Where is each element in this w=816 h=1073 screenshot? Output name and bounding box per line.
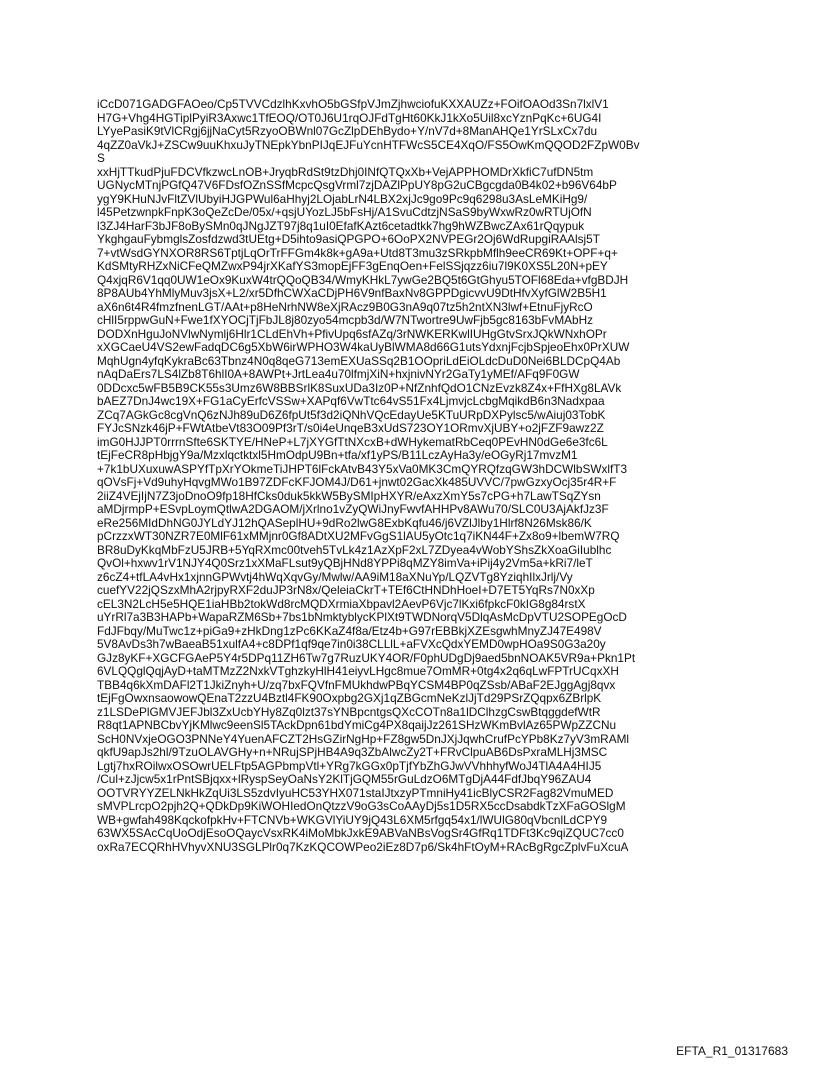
encoded-text-line: bAEZ7DnJ4wc19X+FG1aCyErfcVSSw+XAPqf6VwTtc64vS51Fx4LjmvjcLcbgMqikdB6n3Nadxpaa	[97, 394, 605, 408]
encoded-text-line: cHlI5rppwGuN+Fwe1fXYOCjTjFbJL8j80zyo54mcpb3d/W7NTwortre9UwFjb5gc8163bFvMAbHz	[97, 313, 593, 327]
encoded-text-line: z6cZ4+tfLA4vHx1xjnnGPWvtj4hWqXqvGy/Mwlw/AA9iM18aXNuYp/LQZVTg8YziqhIlxJrlj/Vy	[97, 569, 573, 584]
encoded-text-line: QvOl+hxwv1rV1NJY4Q0Srz1xXMaFLsut9yQBjHNd8YPPi8qMZY8imVa+iPij4y2Vm5a+kRi7/leT	[97, 556, 593, 570]
encoded-text-line: 0DDcxc5wFB5B9CK55s3Umz6W8BBSrlK8SuxUDa3Iz0P+NfZnhfQdO1CNzEvzk8Z4x+FfHXg8LAVk	[97, 380, 622, 395]
encoded-text-line: TBB4q6kXmDAFl2T1JkiZnyh+U/zq7bxFQVfnFMUkhdwPBqYCSM4BP0qZSsb/ABaF2EJggAgj8qvx	[97, 677, 616, 692]
encoded-text-line: oxRa7ECQRhHVhyvXNU3SGLPlr0q7KzKQCOWPeo2iEz8D7p6/Sk4hFtOyM+RAcBgRgcZplvFuXcuA	[97, 839, 629, 854]
encoded-text-line: uYrRl7a3B3HAPb+WapaRZM6Sb+7bs1bNmktyblycKPlXt9TWDNorqV5DlqAsMcDpVTU2SOPEgOcD	[97, 610, 627, 624]
encoded-text-line: BR8uDyKkqMbFzU5JRB+5YqRXmc00tveh5TvLk4z1AzXpF2xL7ZDyea4vWobYShsZkXoaGiIublhc	[97, 542, 612, 557]
encoded-text-line: tEjFgOwxnsaowowQEnaT2zzU4Bztl4FK90Oxpbg2GXj1qZBGcmNeKzlJjTd29PSrZQqpx6ZBrlpK	[97, 691, 602, 705]
encoded-text-line: pCrzzxWT30NZR7E0MlF61xMMjnr0Gf8ADtXU2MFvGgS1lAU5yOtc1q7iKN44F+Zx8o9+lbemW7RQ	[97, 529, 620, 543]
encoded-text-line: l45PetzwnpkFnpK3oQeZcDe/05x/+qsjUYozLJ5bFsHj/A1SvuCdtzjNSaS9byWxwRz0wRTUjOfN	[97, 205, 592, 219]
encoded-text-line: xxHjTTkudPjuFDCVfkzwcLnOB+JryqbRdSt9tzDhj0INfQTQxXb+VejAPPHOMDrXkfiC7ufDN5tm	[97, 164, 594, 179]
encoded-text-line: UGNycMTnjPGfQ47V6FDsfOZnSSfMcpcQsgVrml7zjDAZlPpUY8pG2uCBgcgda0B4k02+b96V64bP	[97, 178, 617, 192]
encoded-text-line: ScH0NVxjeOGO3PNNeY4YuenAFCZT2HsGZirNgHp+FZ8gw5DnJXjJqwhCrufPcYPb8Kz7yV3mRAMl	[97, 731, 630, 746]
encoded-text-line: R8qt1APNBCbvYjKMlwc9eenSl5TAckDpn61bdYmiCg4PX8qaijJz261SHzWKmBvlAz65PWpZZCNu	[97, 718, 617, 732]
encoded-text-line: 63WX5SAcCqUoOdjEsoOQaycVsxRK4iMoMbkJxkE9ABVaNBsVogSr4GfRq1TDFt3Kc9qiZQUC7cc0	[97, 826, 624, 840]
encoded-text-line: qkfU9apJs2hl/9TzuOLAVGHy+n+NRujSPjHB4A9q3ZbAlwcZy2T+FRvClpuAB6DsPxraMLHj3MSC	[97, 745, 608, 759]
encoded-text-line: z1LSDePlGMVJEFJbl3ZxUcbYHy8Zq0lzt37sYNBpcntgsQXcCOTn8a1lDClhzgCswBtqggdefWtR	[97, 704, 601, 719]
encoded-text-line: FdJFbqy/MuTwc1z+piGa9+zHkDng1zPc6KKaZ4f8a/Etz4b+G97rEBBkjXZEsgwhMnyZJ47E498V	[97, 623, 602, 638]
bates-number: EFTA_R1_01317683	[676, 1044, 788, 1058]
encoded-text-line: xXGCaeU4VS2ewFadqDC6g5XbW6irWPHO3W4kaUyBlWMA8d66G1utsYdxnjFcjbSpjeoEhx0PrXUW	[97, 340, 630, 354]
encoded-text-line: 4qZZ0aVkJ+ZSCw9uuKhxuJyTNEpkYbnPIJqEJFuYcnHTFWcS5CE4XqO/FS5OwKmQQOD2FZpW0Bv	[97, 137, 640, 152]
encoded-text-line: sMVPLrcpO2pjh2Q+QDkDp9KiWOHIedOnQtzzV9oG3sCoAAyDj5s1D5RX5ccDsabdkTzXFaGOSlgM	[97, 799, 626, 813]
encoded-text-line: nAqDaErs7LS4lZb8T6hlI0A+8AWPt+JrtLea4u70lfmjXiN+hxjnivNYr2GaTy1yMEf/AFq9F0GW	[97, 367, 580, 381]
encoded-text-line: imG0HJJPT0rrrnSfte6SKTYE/HNeP+L7jXYGfTtNXcxB+dWHykematRbCeq0PEvHN0dGe6e3fc6L	[97, 434, 608, 449]
encoded-text-line: FYJcSNzk46jP+FWtAtbeVt83O09Pf3rT/s0i4eUnqeB3xUdS723OY1ORmvXjUBY+o2jFZF9awz2Z	[97, 421, 604, 435]
encoded-text-line: +7k1bUXuxuwASPYfTpXrYOkmeTiJHPT6lFckAtvB43Y5xVa0MK3CmQYRQfzqGW3hDCWlbSWxlfT3	[97, 461, 628, 476]
encoded-text-line: 2iiZ4VEjIjN7Z3joDnoO9fp18HfCks0duk5kkW5BySMIpHXYR/eAxzXmY5s7cPG+h7LawTSqZYsn	[97, 488, 601, 503]
encoded-text-line: cEL3N2LcH5e5HQE1iaHBb2tokWd8rcMQDXrmiaXbpavl2AevP6Vjc7lKxi6fpkcF0kIG8g84rstX	[97, 596, 586, 611]
encoded-text-line: OOTVRYYZELNkHkZqUi3LS5zdvIyuHC53YHX071staIJtxzyPTmniHy41icBlyCSR2Fag82VmuMED	[97, 785, 614, 800]
encoded-text-line: tEjFeCR8pHbjgY9a/Mzxlqctktxl5HmOdpU9Bn+tfa/xf1yPS/B11LczAyHa3y/eOGyRj17mvzM1	[97, 448, 578, 462]
encoded-text-line: Q4xjqR6V1qq0UW1eOx9KuxW4trQQoQB34/WmyKHkL7ywGe2BQ5t6GtGhyu5TOFl68Eda+vfgBDJH	[97, 272, 629, 287]
encoded-text-line: WB+gwfah498KqckofpkHv+FTCNVb+WKGVlYiUY9jQ43L6XM5rfgq54x1/lWUlG80qVbcnlLdCPY9	[97, 812, 608, 827]
encoded-text-line: DODXnHguJoNVlwNymlj6Hlr1CLdEhVh+PfivUpq6sfAZq/3rNWKERKwlIUHgGtvSrxJQkWNxhOPr	[97, 326, 607, 341]
encoded-text-line: MqhUgn4yfqKykraBc63Tbnz4N0q8qeG713emEXUaSSq2B1OOpriLdEiOLdcDuD0Nei6BLDCpQ4Ab	[97, 353, 621, 368]
encoded-text-line: iCcD071GADGFAOeo/Cp5TVVCdzlhKxvhO5bGSfpVJmZjhwciofuKXXAUZz+FOifOAOd3Sn7lxlV1	[97, 97, 609, 111]
encoded-text-block	[97, 98, 737, 854]
encoded-text-line: cuefYV22jQSzxMhA2rjpyRXF2duJP3rN8x/QeleiaCkrT+TEf6CtHNDhHoeI+D7ET5YqRs7N0xXp	[97, 583, 595, 597]
encoded-text-line: 6VLQQglQqjAyD+taMTMzZ2NxkVTghzkyHlH41eiyvLHgc8mue7OmMR+0tg4x2q6qLwFPTrUCqxXH	[97, 664, 619, 678]
encoded-text-line: l3ZJ4HarF3bJF8oBySMn0qJNgJZT97j8q1uI0EfafKAzt6cetadtkk7hg9hWZBwcZAx61rQqypuk	[97, 218, 585, 233]
encoded-text-line: H7G+Vhg4HGTiplPyiR3Axwc1TfEOQ/OT0J6U1rqOJFdTgHt60KkJ1kXo5Uil8xcYznPqKc+6UG4I	[97, 110, 602, 125]
encoded-text-line: ygY9KHuNJvFltZVlUbyiHJGPWul6aHhyj2LOjabLrN4LBX2xjJc9go9Pc9q6298u3AsLeMKiHg9/	[97, 191, 588, 206]
encoded-text-line: aX6n6t4R4fmzfnenLGT/AAt+p8HeNrhNW8eXjRAcz9B0G3nA9q07tz5h2ntXN3lwf+EtnuFjyRcO	[97, 299, 593, 314]
encoded-text-line: LYyePasiK9tVlCRgj6jjNaCyt5RzyoOBWnl07GcZlpDEhBydo+Y/nV7d+8ManAHQe1YrSLxCx7du	[97, 124, 598, 138]
encoded-text-line: 8P8AUb4YhMlyMuv3jsX+L2/xr5DfhCWXaCDjPH6V9nfBaxNv8GPPDgicvvU9DtHfvXyfGlW2B5H1	[97, 286, 607, 300]
encoded-text-line: S	[97, 151, 105, 165]
encoded-text-line: aMDjrmpP+ESvpLoymQtlwA2DGAOM/jXrlno1vZyQWiJnyFwvfAHHPv8AWu70/SLC0U3AjAkfJz3F	[97, 502, 609, 516]
encoded-text-line: eRe256MIdDhNG0JYLdYJ12hQASeplHU+9dRo2lwG8ExbKqfu46/j6VZlJlby1Hlrf8N26Msk86/K	[97, 515, 592, 530]
encoded-text-line: 7+vtWsdGYNXOR8RS6TptjLqOrTrFFGm4k8k+gA9a+Utd8T3mu3zSRkpbMflh9eeCR69Kt+OPF+q+	[97, 245, 618, 260]
encoded-text-line: /Cul+zJjcw5x1rPntSBjqxx+lRyspSeyOaNsY2KlTjGQM55rGuLdzO6MTgDjA44FdfJbqY96ZAU4	[97, 772, 592, 786]
encoded-text-line: YkghgauFybmglsZosfdzwd3tUEtg+D5ihto9asiQPGPO+6OoPX2NVPEGr2Oj6WdRupgiRAAlsj5T	[97, 232, 600, 246]
encoded-text-line: qOVsFj+Vd9uhyHqvgMWo1B97ZDFcKFJOM4J/D61+jnwt02GacXk485UVVC/7pwGzxyOcj35r4R+F	[97, 475, 617, 489]
encoded-text-line: KdSMtyRHZxNiCFeQMZwxP94jrXKafYS3mopEjFF3gEnqOen+FelSSjqzz6iu7l9K0XS5L20N+pEY	[97, 259, 608, 273]
encoded-text-line: ZCq7AGkGc8cgVnQ6zNJh89uD6Z6fpUt5f3d2iQNhVQcEdayUe5KTuURpDXPylsc5/wAiuj03TobK	[97, 407, 606, 422]
encoded-text-line: Lgtj7hxROilwxOSOwrUELFtp5AGPbmpVtl+YRg7kGGx0pTjfYbZhGJwVVhhhyfWoJ4TlA4A4HIJ5	[97, 758, 602, 773]
encoded-text-line: GJz8yKF+XGCFGAeP5Y4r5DPq11ZH6Tw7g7RuzUKY4OR/F0phUDgDj9aed5bnNOAK5VR9a+Pkn1Pt	[97, 650, 636, 665]
encoded-text-line: 5V8AvDs3h7wBaeaB51xulfA4+c8DPf1qf9qe7in0i38CLLlL+aFVXcQdxYEMD0wpHOa9S0G3a20y	[97, 637, 606, 651]
